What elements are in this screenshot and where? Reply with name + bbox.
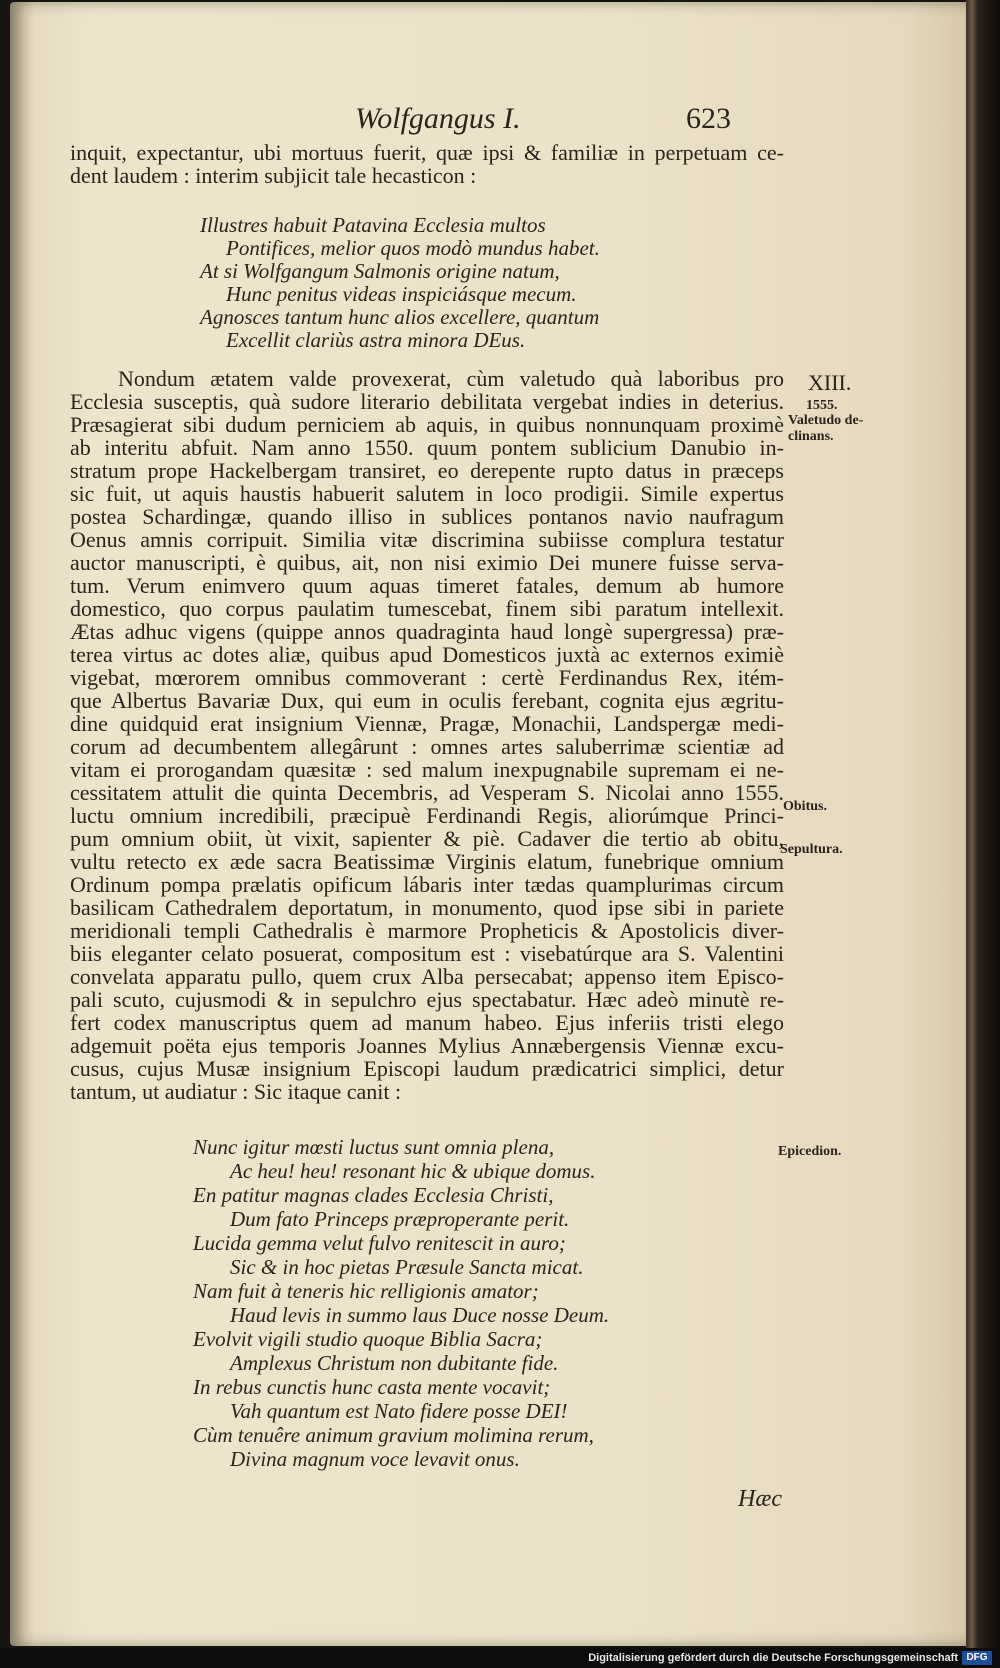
epigram-line: Excellit clariùs astra minora DEus.: [226, 328, 526, 352]
elegy-line: Dum fato Princeps præproperante perit.: [230, 1207, 570, 1231]
text-line: adgemuit poëta ejus temporis Joannes Mylius Annæbergensis Viennæ excu-: [70, 1033, 784, 1058]
epigram-line: Pontifices, melior quos modò mundus habet.: [226, 236, 600, 260]
epigram-line: Hunc penitus videas inspiciásque mecum.: [226, 282, 577, 306]
text-line: pali scuto, cujusmodi & in sepulchro ejus spectabatur. Hæc adeò minutè re-: [70, 987, 784, 1012]
text-line: inquit, expectantur, ubi mortuus fuerit, quæ ipsi & familiæ in perpetuam ce-: [70, 140, 784, 165]
page-number: 623: [686, 102, 731, 135]
text-line: luctu omnium incredibili, præcipuè Ferdinandi Regis, aliorúmque Princi-: [70, 803, 784, 828]
text-line: vigebat, mœrorem omnibus commoverant : certè Ferdinandus Rex, itém-: [70, 665, 784, 690]
text-line: meridionali templi Cathedralis è marmore Propheticis & Apostolicis diver-: [70, 918, 784, 943]
text-line: Nondum ætatem valde provexerat, cùm valetudo quà laboribus pro: [118, 366, 784, 391]
elegy-line: Ac heu! heu! resonant hic & ubique domus.: [230, 1159, 596, 1183]
text-line: biis eleganter celato posuerat, compositum est : visebatúrque ara S. Valentini: [70, 941, 784, 966]
epigram-line: At si Wolfgangum Salmonis origine natum,: [200, 259, 560, 283]
dfg-logo-icon: DFG: [962, 1651, 992, 1665]
elegy-line: Amplexus Christum non dubitante fide.: [230, 1351, 559, 1375]
elegy-line: Nunc igitur mœsti luctus sunt omnia plena,: [193, 1135, 555, 1159]
text-line: postea Schardingæ, quando illiso in sublices pontanos navio naufragum: [70, 504, 784, 529]
elegy-line: In rebus cunctis hunc casta mente vocavit;: [193, 1375, 551, 1399]
margin-note-valetudo: Valetudo de-: [788, 413, 864, 428]
text-line: ab interitu abfuit. Nam anno 1550. quum pontem sublicium Danubio in-: [70, 435, 784, 460]
section-numeral: XIII.: [808, 370, 852, 395]
epigram-line: Agnosces tantum hunc alios excellere, quantum: [200, 305, 600, 329]
elegy-line: Cùm tenuêre animum gravium molimina rerum,: [193, 1423, 594, 1447]
text-line: sic fuit, ut aquis haustis habuerit salutem in loco prodigii. Simile expertus: [70, 481, 784, 506]
epigram-line: Illustres habuit Patavina Ecclesia multos: [200, 213, 546, 237]
text-line: fert codex manuscriptus quem ad manum habeo. Ejus inferiis tristi elego: [70, 1010, 784, 1035]
text-line: cessitatem attulit die quinta Decembris, ad Vesperam S. Nicolai anno 1555.: [70, 780, 784, 805]
text-line: que Albertus Bavariæ Dux, qui eum in oculis ferebant, cognita ejus ægritu-: [70, 688, 784, 713]
text-line: terea virtus ac dotes aliæ, quibus apud Domesticos juxtà ac externos eximiè: [70, 642, 784, 667]
elegy-line: Lucida gemma velut fulvo renitescit in auro;: [193, 1231, 566, 1255]
text-line: auctor manuscripti, è quibus, ait, non nisi eximio Dei munere fuisse serva-: [70, 550, 784, 575]
text-line: Ætas adhuc vigens (quippe annos quadraginta haud longè supergressa) præ-: [70, 619, 784, 644]
text-line: domestico, quo corpus paulatim tumescebat, finem sibi paratum intellexit.: [70, 596, 784, 621]
margin-note-year: 1555.: [806, 398, 838, 413]
elegy-line: Nam fuit à teneris hic relligionis amator;: [193, 1279, 539, 1303]
text-line: Ordinum pompa prælatis opificum lábaris inter tædas quamplurimas circum: [70, 872, 784, 897]
text-line: corum ad decumbentem allegârunt : omnes artes saluberrimæ scientiæ ad: [70, 734, 784, 759]
text-line: pum omnium obiit, ùt vixit, sapienter & piè. Cadaver die tertio ab obitu,: [70, 826, 784, 851]
text-line: dent laudem : interim subjicit tale hecasticon :: [70, 163, 477, 188]
book-spine-edge: [966, 0, 1000, 1650]
text-line: basilicam Cathedralem deportatum, in monumento, quod ipse sibi in pariete: [70, 895, 784, 920]
elegy-line: Divina magnum voce levavit onus.: [230, 1447, 520, 1471]
elegy-line: Vah quantum est Nato fidere posse DEI!: [230, 1399, 568, 1423]
elegy-line: Evolvit vigili studio quoque Biblia Sacra;: [193, 1327, 543, 1351]
elegy-line: Haud levis in summo laus Duce nosse Deum.: [230, 1303, 610, 1327]
margin-note-epicedion: Epicedion.: [778, 1144, 842, 1159]
text-line: Præsagierat sibi dudum perniciem ab aquis, in quibus nonnunquam proximè: [70, 412, 784, 437]
text-line: cusus, cujus Musæ insignium Episcopi laudum prædicatrici simplici, detur: [70, 1056, 784, 1081]
margin-note-obitus: Obitus.: [783, 799, 827, 814]
running-head: Wolfgangus I.: [355, 102, 521, 135]
text-line: Oenus amnis corripuit. Similia vitæ discrimina subiisse complura testatur: [70, 527, 784, 552]
text-line: dine quidquid erat insignium Viennæ, Pragæ, Monachii, Landspergæ medi-: [70, 711, 784, 736]
text-line: Ecclesia susceptis, quà sudore literario debilitata vergebat indies in deterius.: [70, 389, 784, 414]
text-line: stratum prope Hackelbergam transiret, eo derepente rupto datus in præceps: [70, 458, 784, 483]
text-line: convelata apparatu pullo, quem crux Alba persecabat; appenso item Episco-: [70, 964, 784, 989]
text-line: tum. Verum enimvero quum aquas timeret fatales, demum ab humore: [70, 573, 784, 598]
text-line: vitam ei prorogandam quæsitæ : sed malum inexpugnabile supremam ei ne-: [70, 757, 784, 782]
margin-note-sepultura: Sepultura.: [780, 842, 843, 857]
catchword: Hæc: [738, 1486, 782, 1512]
margin-note-valetudo: clinans.: [788, 429, 834, 444]
text-line: vultu retecto ex æde sacra Beatissimæ Virginis elatum, funebrique omnium: [70, 849, 784, 874]
text-line: tantum, ut audiatur : Sic itaque canit :: [70, 1079, 402, 1104]
elegy-line: Sic & in hoc pietas Præsule Sancta micat.: [230, 1255, 584, 1279]
footer-credit: Digitalisierung gefördert durch die Deutsche Forschungsgemeinschaft: [588, 1652, 958, 1664]
elegy-line: En patitur magnas clades Ecclesia Christi,: [193, 1183, 554, 1207]
